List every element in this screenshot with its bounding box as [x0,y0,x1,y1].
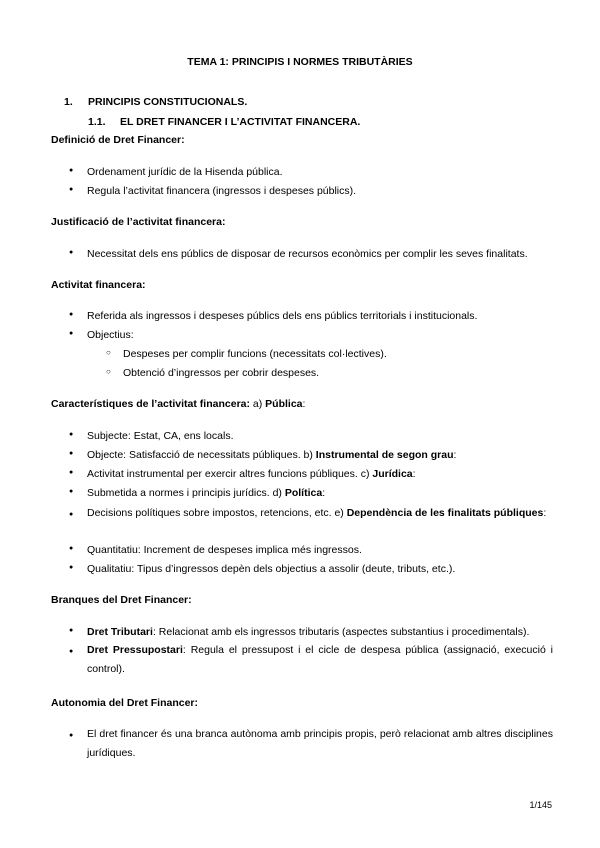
heading-1-text: PRINCIPIS CONSTITUCIONALS. [88,96,248,108]
list-item-bold: Dret Tributari [87,626,153,638]
list-item [87,626,553,638]
list-item [87,504,553,523]
document-title: TEMA 1: PRINCIPIS I NORMES TRIBUTÀRIES [187,56,413,68]
list-item: ● Objectius: [87,329,553,341]
list-item-end: : [322,487,326,499]
caracteristiques-title-a-bold: Pública [265,398,303,410]
list-item-bold: Política [284,487,323,499]
list-item-bold: Dependència de les finalitats públiques [346,507,544,519]
sub-list-item: ○ Obtenció d’ingressos per cobrir despeses. [123,367,319,379]
list-item: ● Qualitatiu: Tipus d’ingressos depèn dels objectius a assolir (deute, tributs, etc.). [87,563,553,575]
heading-1 [64,96,247,108]
list-item-text: : Regula el pressupost i el cicle de despesa pública (assignació, execució i control). [87,644,553,675]
list-item-text: Activitat instrumental per exercir altres funcions públiques. c) [87,468,373,480]
caracteristiques-title: Característiques de l’activitat financera: [51,398,250,410]
page-number: 1/145 [529,800,552,810]
list-item-bold: Instrumental de segon grau [315,449,454,461]
sub-list-item: ○ Despeses per complir funcions (necessitats col·lectives). [123,348,387,360]
list-item: ● Subjecte: Estat, CA, ens locals. [87,430,553,442]
list-item-bold: Dret Pressupostari [87,644,183,656]
list-item: ● Quantitatiu: Increment de despeses implica més ingressos. [87,544,553,556]
caracteristiques-title-a: a) [250,398,266,410]
section-title-definicio: Definició de Dret Financer: [51,134,185,146]
list-item [87,641,553,679]
section-title-activitat: Activitat financera: [51,279,146,291]
section-title-autonomia: Autonomia del Dret Financer: [51,697,199,709]
list-item: ● Regula l’activitat financera (ingressos i despeses públics). [87,185,553,197]
list-item [87,468,553,480]
caracteristiques-title-end: : [302,398,306,410]
list-item-text: Objecte: Satisfacció de necessitats públiques. b) [87,449,316,461]
section-title-branques: Branques del Dret Financer: [51,594,192,606]
list-item-text: : Relacionat amb els ingressos tributaris (aspectes substantius i procedimentals). [152,626,530,638]
section-title-caracteristiques [51,398,305,410]
list-item-bold: Jurídica [372,468,413,480]
list-item-text: Submetida a normes i principis jurídics. d) [87,487,285,499]
list-item: ● Necessitat dels ens públics de disposar de recursos econòmics per complir les seves finalitats. [87,248,553,260]
heading-2 [88,116,360,128]
list-item-end: : [453,449,457,461]
list-item: ● Referida als ingressos i despeses públics dels ens públics territorials i institucionals. [87,310,553,322]
heading-2-text: EL DRET FINANCER I L’ACTIVITAT FINANCERA. [120,116,361,128]
list-item [87,449,553,461]
list-item-end: : [412,468,416,480]
list-item-end: : [543,507,547,519]
list-item [87,487,553,499]
heading-1-number: 1. [64,96,73,108]
list-item: ● El dret financer és una branca autònoma amb principis propis, però relacionat amb altres disciplines jurídiques. [87,725,553,763]
list-item-text: Decisions polítiques sobre impostos, retencions, etc. e) [87,507,347,519]
list-item: ● Ordenament jurídic de la Hisenda pública. [87,166,553,178]
heading-2-number: 1.1. [88,116,106,128]
section-title-justificacio: Justificació de l’activitat financera: [51,216,226,228]
